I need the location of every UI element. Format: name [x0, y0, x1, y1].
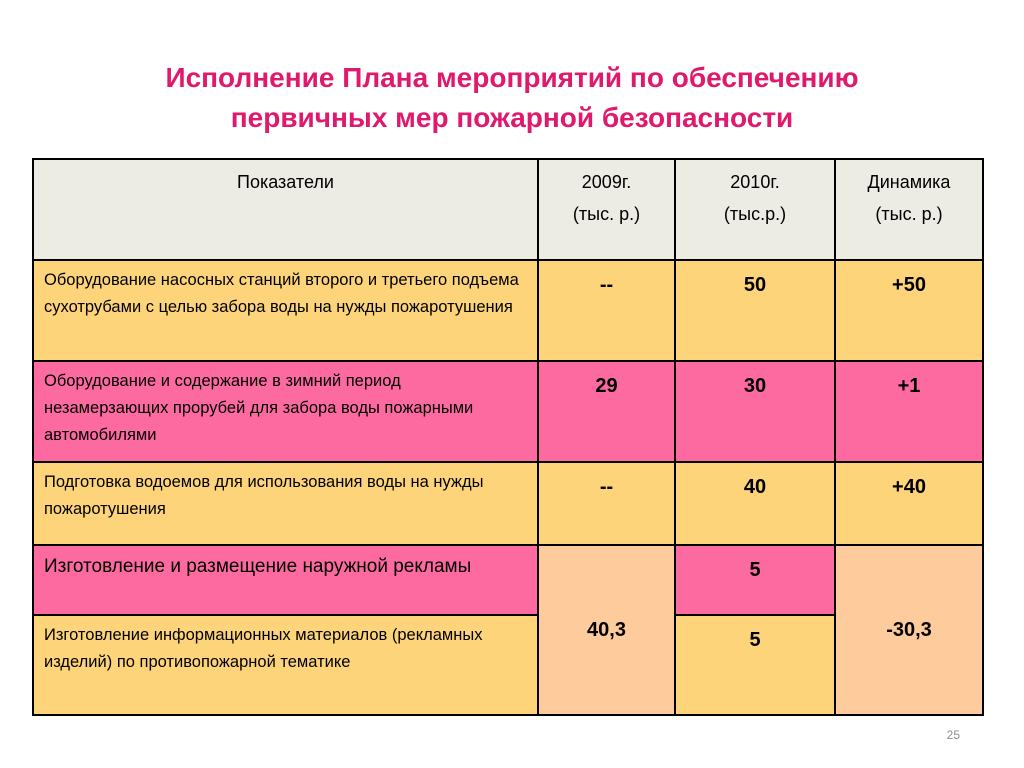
- table-row: [33, 260, 983, 361]
- row-2-label: Оборудование и содержание в зимний период незамерзающих прорубей для забора воды пожарными автомобилями: [44, 372, 474, 444]
- row-1-label: Оборудование насосных станций второго и третьего подъема сухотрубами с целью забора воды на нужды пожаротушения: [44, 271, 519, 316]
- row-3-label: Подготовка водоемов для использования воды на нужды пожаротушения: [44, 473, 484, 518]
- header-2010-unit: (тыс.р.): [723, 204, 787, 224]
- slide-title-line-1: Исполнение Плана мероприятий по обеспечению: [165, 62, 859, 93]
- header-2009-unit: (тыс. р.): [572, 204, 641, 224]
- page-number: 25: [946, 728, 960, 742]
- header-indicators-label: Показатели: [237, 172, 334, 192]
- header-2009-year: 2009г.: [581, 172, 632, 192]
- row-5-2010-value: 5: [749, 629, 761, 651]
- header-2009: [538, 159, 675, 260]
- merged-dynamics-value: -30,3: [886, 619, 932, 641]
- header-dynamics: [835, 159, 983, 260]
- row-4-label: Изготовление и размещение наружной рекламы: [44, 556, 472, 577]
- header-indicators: [33, 159, 538, 260]
- row-2-2010-value: 30: [743, 375, 767, 397]
- slide-title: [60, 58, 964, 138]
- row-4-2010-value: 5: [749, 559, 761, 581]
- header-2010: [675, 159, 835, 260]
- table-header-row: [33, 159, 983, 260]
- row-3-2010-value: 40: [743, 476, 767, 498]
- row-3-2009-value: --: [599, 476, 614, 498]
- header-2010-year: 2010г.: [730, 172, 780, 192]
- row-2-dynamics-value: +1: [897, 375, 921, 397]
- merged-2009-value: 40,3: [587, 619, 626, 641]
- row-1-2010-value: 50: [743, 274, 767, 296]
- slide-title-line-2: первичных мер пожарной безопасности: [230, 102, 794, 133]
- row-5-label: Изготовление информационных материалов (рекламных изделий) по противопожарной тематике: [44, 626, 483, 671]
- header-dynamics-label: Динамика: [867, 172, 951, 192]
- table-row: [33, 462, 983, 545]
- row-1-dynamics-value: +50: [892, 274, 926, 296]
- measures-table: [32, 158, 984, 716]
- row-1-2009-value: --: [599, 274, 614, 296]
- header-dynamics-unit: (тыс. р.): [875, 204, 943, 224]
- row-2-2009-value: 29: [595, 375, 618, 397]
- row-3-dynamics-value: +40: [892, 476, 926, 498]
- table-row: [33, 545, 983, 615]
- table-row: [33, 361, 983, 462]
